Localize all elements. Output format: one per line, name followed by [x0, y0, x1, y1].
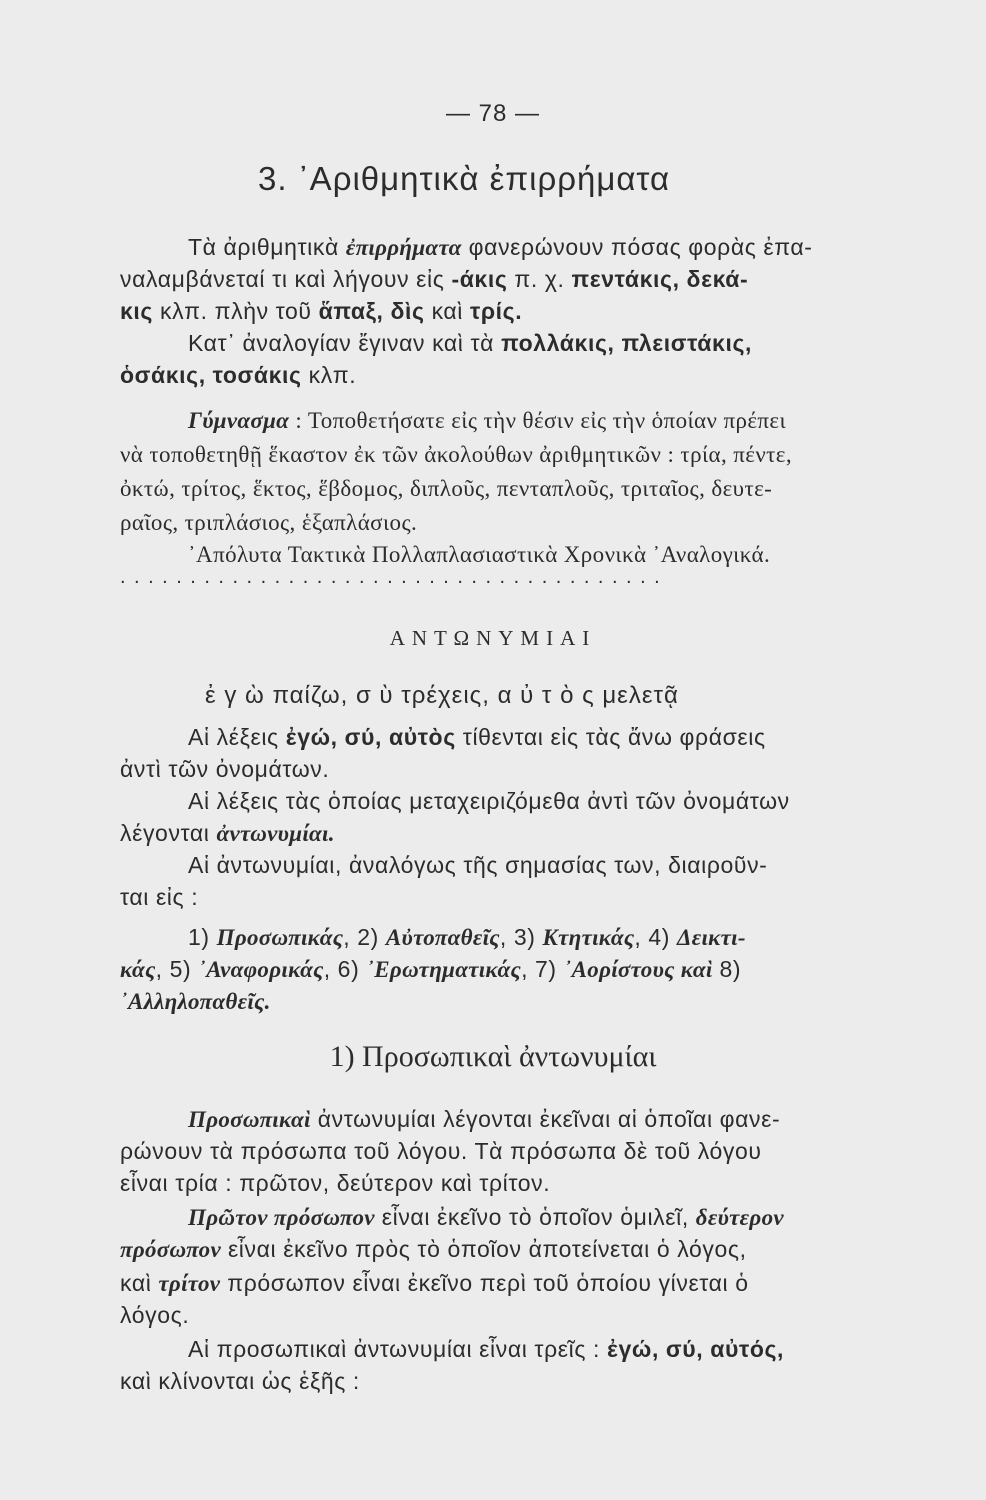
intro-line-2 — [120, 266, 748, 293]
example-words: κις — [120, 298, 153, 324]
text: Αἱ προσωπικαὶ ἀντωνυμίαι εἶναι τρεῖς : — [188, 1336, 608, 1362]
dotted-separator: ....................................... — [120, 566, 669, 588]
text: , 2) — [343, 924, 386, 950]
list-item: ᾿Αορίστους καὶ — [563, 957, 713, 982]
text: ἀντωνυμίαι λέγονται ἐκεῖναι αἱ ὁποῖαι φανε- — [310, 1106, 781, 1132]
text: πρόσωπον εἶναι ἐκεῖνο περὶ τοῦ ὁποίου γίνεται ὁ — [220, 1270, 749, 1296]
text: εἶναι ἐκεῖνο πρὸς τὸ ὁποῖον ἀποτείνεται ὁ λόγος, — [220, 1236, 747, 1262]
page-number: — 78 — — [445, 100, 541, 127]
example-words: σύ, αὐτὸς — [337, 724, 456, 750]
example-words: ἐγώ, σύ, αὐτός, — [607, 1336, 785, 1362]
exercise-line-4: ραῖος, τριπλάσιος, ἑξαπλάσιος. — [120, 510, 418, 535]
text: καὶ — [120, 1270, 159, 1296]
section-title: 1) Προσωπικαὶ ἀντωνυμίαι — [329, 1040, 657, 1073]
text: : Τοποθετήσατε εἰς τὴν θέσιν εἰς τὴν ὁποίαν πρέπει — [289, 408, 787, 433]
text: , 4) — [634, 924, 678, 950]
exercise-line-3: ὀκτώ, τρίτος, ἕκτος, ἕβδομος, διπλοῦς, πενταπλοῦς, τριταῖος, δευτε- — [120, 476, 773, 501]
list-item: Προσωπικάς — [216, 925, 344, 950]
example-words: πολλάκις, πλειστάκις, — [501, 330, 753, 356]
text: , 6) — [323, 956, 367, 982]
para4-line-2: ρώνουν τὰ πρόσωπα τοῦ λόγου. Τὰ πρόσωπα δὲ τοῦ λόγου — [120, 1138, 762, 1164]
list-item: ᾿Αλληλοπαθεῖς. — [120, 989, 271, 1014]
chapter-title: 3. ᾿Αριθμητικὰ ἐπιρρήματα — [258, 160, 671, 197]
text: 1) — [188, 924, 217, 950]
intro-line-5 — [120, 362, 356, 389]
exercise-line-2: νὰ τοποθετηθῇ ἕκαστον ἐκ τῶν ἀκολούθων ἀριθμητικῶν : τρία, πέντε, — [120, 442, 793, 467]
intro-line-3 — [120, 298, 522, 325]
text: 8) — [712, 956, 742, 982]
list-item: Δεικτι- — [677, 925, 746, 950]
example-words: τρίς. — [469, 298, 523, 324]
text: φανερώνουν πόσας φορὰς ἐπα- — [461, 234, 813, 260]
list-item: Αὐτοπαθεῖς — [385, 925, 500, 950]
list-item: Κτητικάς — [542, 925, 635, 950]
term-third-person: τρίτον — [158, 1271, 221, 1296]
para5-line-1 — [188, 1204, 784, 1231]
intro-line-1 — [188, 234, 813, 261]
text: Αἱ λέξεις — [188, 724, 286, 750]
list-line-1 — [188, 924, 746, 951]
para5-line-4: λόγος. — [120, 1302, 190, 1328]
intro-line-4 — [188, 330, 752, 357]
list-item: ᾿Αναφορικάς — [198, 957, 324, 982]
exercise-label: Γύμνασμα — [188, 408, 290, 433]
term-first-person: Πρῶτον πρόσωπον — [188, 1205, 375, 1230]
list-line-2 — [120, 956, 741, 983]
suffix-akis: -άκις — [451, 266, 508, 292]
text: κλπ. — [301, 362, 357, 388]
pronouns-heading: ΑΝΤΩΝΥΜΙΑΙ — [389, 626, 597, 650]
list-item: κάς — [120, 957, 156, 982]
text: καὶ — [424, 298, 470, 324]
text: ναλαμβάνεταί τι καὶ λήγουν εἰς — [120, 266, 452, 292]
exercise-line-1 — [188, 408, 786, 434]
para3-line-1: Αἱ ἀντωνυμίαι, ἀναλόγως τῆς σημασίας των, διαιροῦν- — [188, 852, 768, 878]
example-sentence — [205, 682, 679, 710]
example-words: ὁσάκις, τοσάκις — [120, 362, 302, 388]
pronoun-ego: ἐ γ ὼ — [205, 682, 265, 709]
pronoun-aftos: α ὐ τ ὸ ς — [497, 682, 595, 709]
list-item: ᾿Ερωτηματικάς — [366, 957, 522, 982]
text: εἶναι ἐκεῖνο τὸ ὁποῖον ὁμιλεῖ, — [374, 1204, 696, 1230]
text: , 7) — [521, 956, 564, 982]
text: παίζω, — [264, 682, 356, 709]
text: , 3) — [499, 924, 543, 950]
pronoun-sy: σ ὺ — [355, 682, 394, 709]
text: , 5) — [155, 956, 199, 982]
text: π. χ. — [507, 266, 572, 292]
exercise-line-5: ᾿Απόλυτα Τακτικὰ Πολλαπλασιαστικὰ Χρονικὰ ᾿Αναλογικά. — [188, 542, 771, 567]
para5-line-3 — [120, 1270, 749, 1297]
list-line-3 — [120, 988, 271, 1015]
example-words: ἐγώ, — [285, 724, 338, 750]
para5-line-2 — [120, 1236, 747, 1263]
para6-line-1 — [188, 1336, 784, 1363]
para1-line-1 — [188, 724, 766, 751]
term-prosopikai: Προσωπικαὶ — [188, 1107, 311, 1132]
term-epirrimata: ἐπιρρήματα — [345, 235, 462, 260]
text: Κατ᾿ ἀναλογίαν ἔγιναν καὶ τὰ — [188, 330, 502, 356]
text: Τὰ ἀριθμητικὰ — [188, 234, 346, 260]
text: τίθενται εἰς τὰς ἄνω φράσεις — [455, 724, 766, 750]
para2-line-2 — [120, 820, 335, 847]
term-antonymiai: ἀντωνυμίαι. — [216, 821, 335, 846]
para2-line-1: Αἱ λέξεις τὰς ὁποίας μεταχειριζόμεθα ἀντὶ τῶν ὀνομάτων — [188, 788, 790, 814]
para6-line-2: καὶ κλίνονται ὡς ἑξῆς : — [120, 1368, 360, 1394]
text: λέγονται — [120, 820, 217, 846]
example-words: πεντάκις, δεκά- — [571, 266, 749, 292]
term-second-person: πρόσωπον — [120, 1237, 221, 1262]
text: κλπ. πλὴν τοῦ — [152, 298, 319, 324]
para3-line-2: ται εἰς : — [120, 884, 199, 910]
example-words: ἅπαξ, δὶς — [318, 298, 425, 324]
para4-line-1 — [188, 1106, 780, 1133]
para4-line-3: εἶναι τρία : πρῶτον, δεύτερον καὶ τρίτον. — [120, 1170, 551, 1196]
term-second-person: δεύτερον — [695, 1205, 784, 1230]
para1-line-2: ἀντὶ τῶν ὀνομάτων. — [120, 756, 330, 782]
text: μελετᾷ — [594, 682, 679, 709]
text: τρέχεις, — [393, 682, 498, 709]
